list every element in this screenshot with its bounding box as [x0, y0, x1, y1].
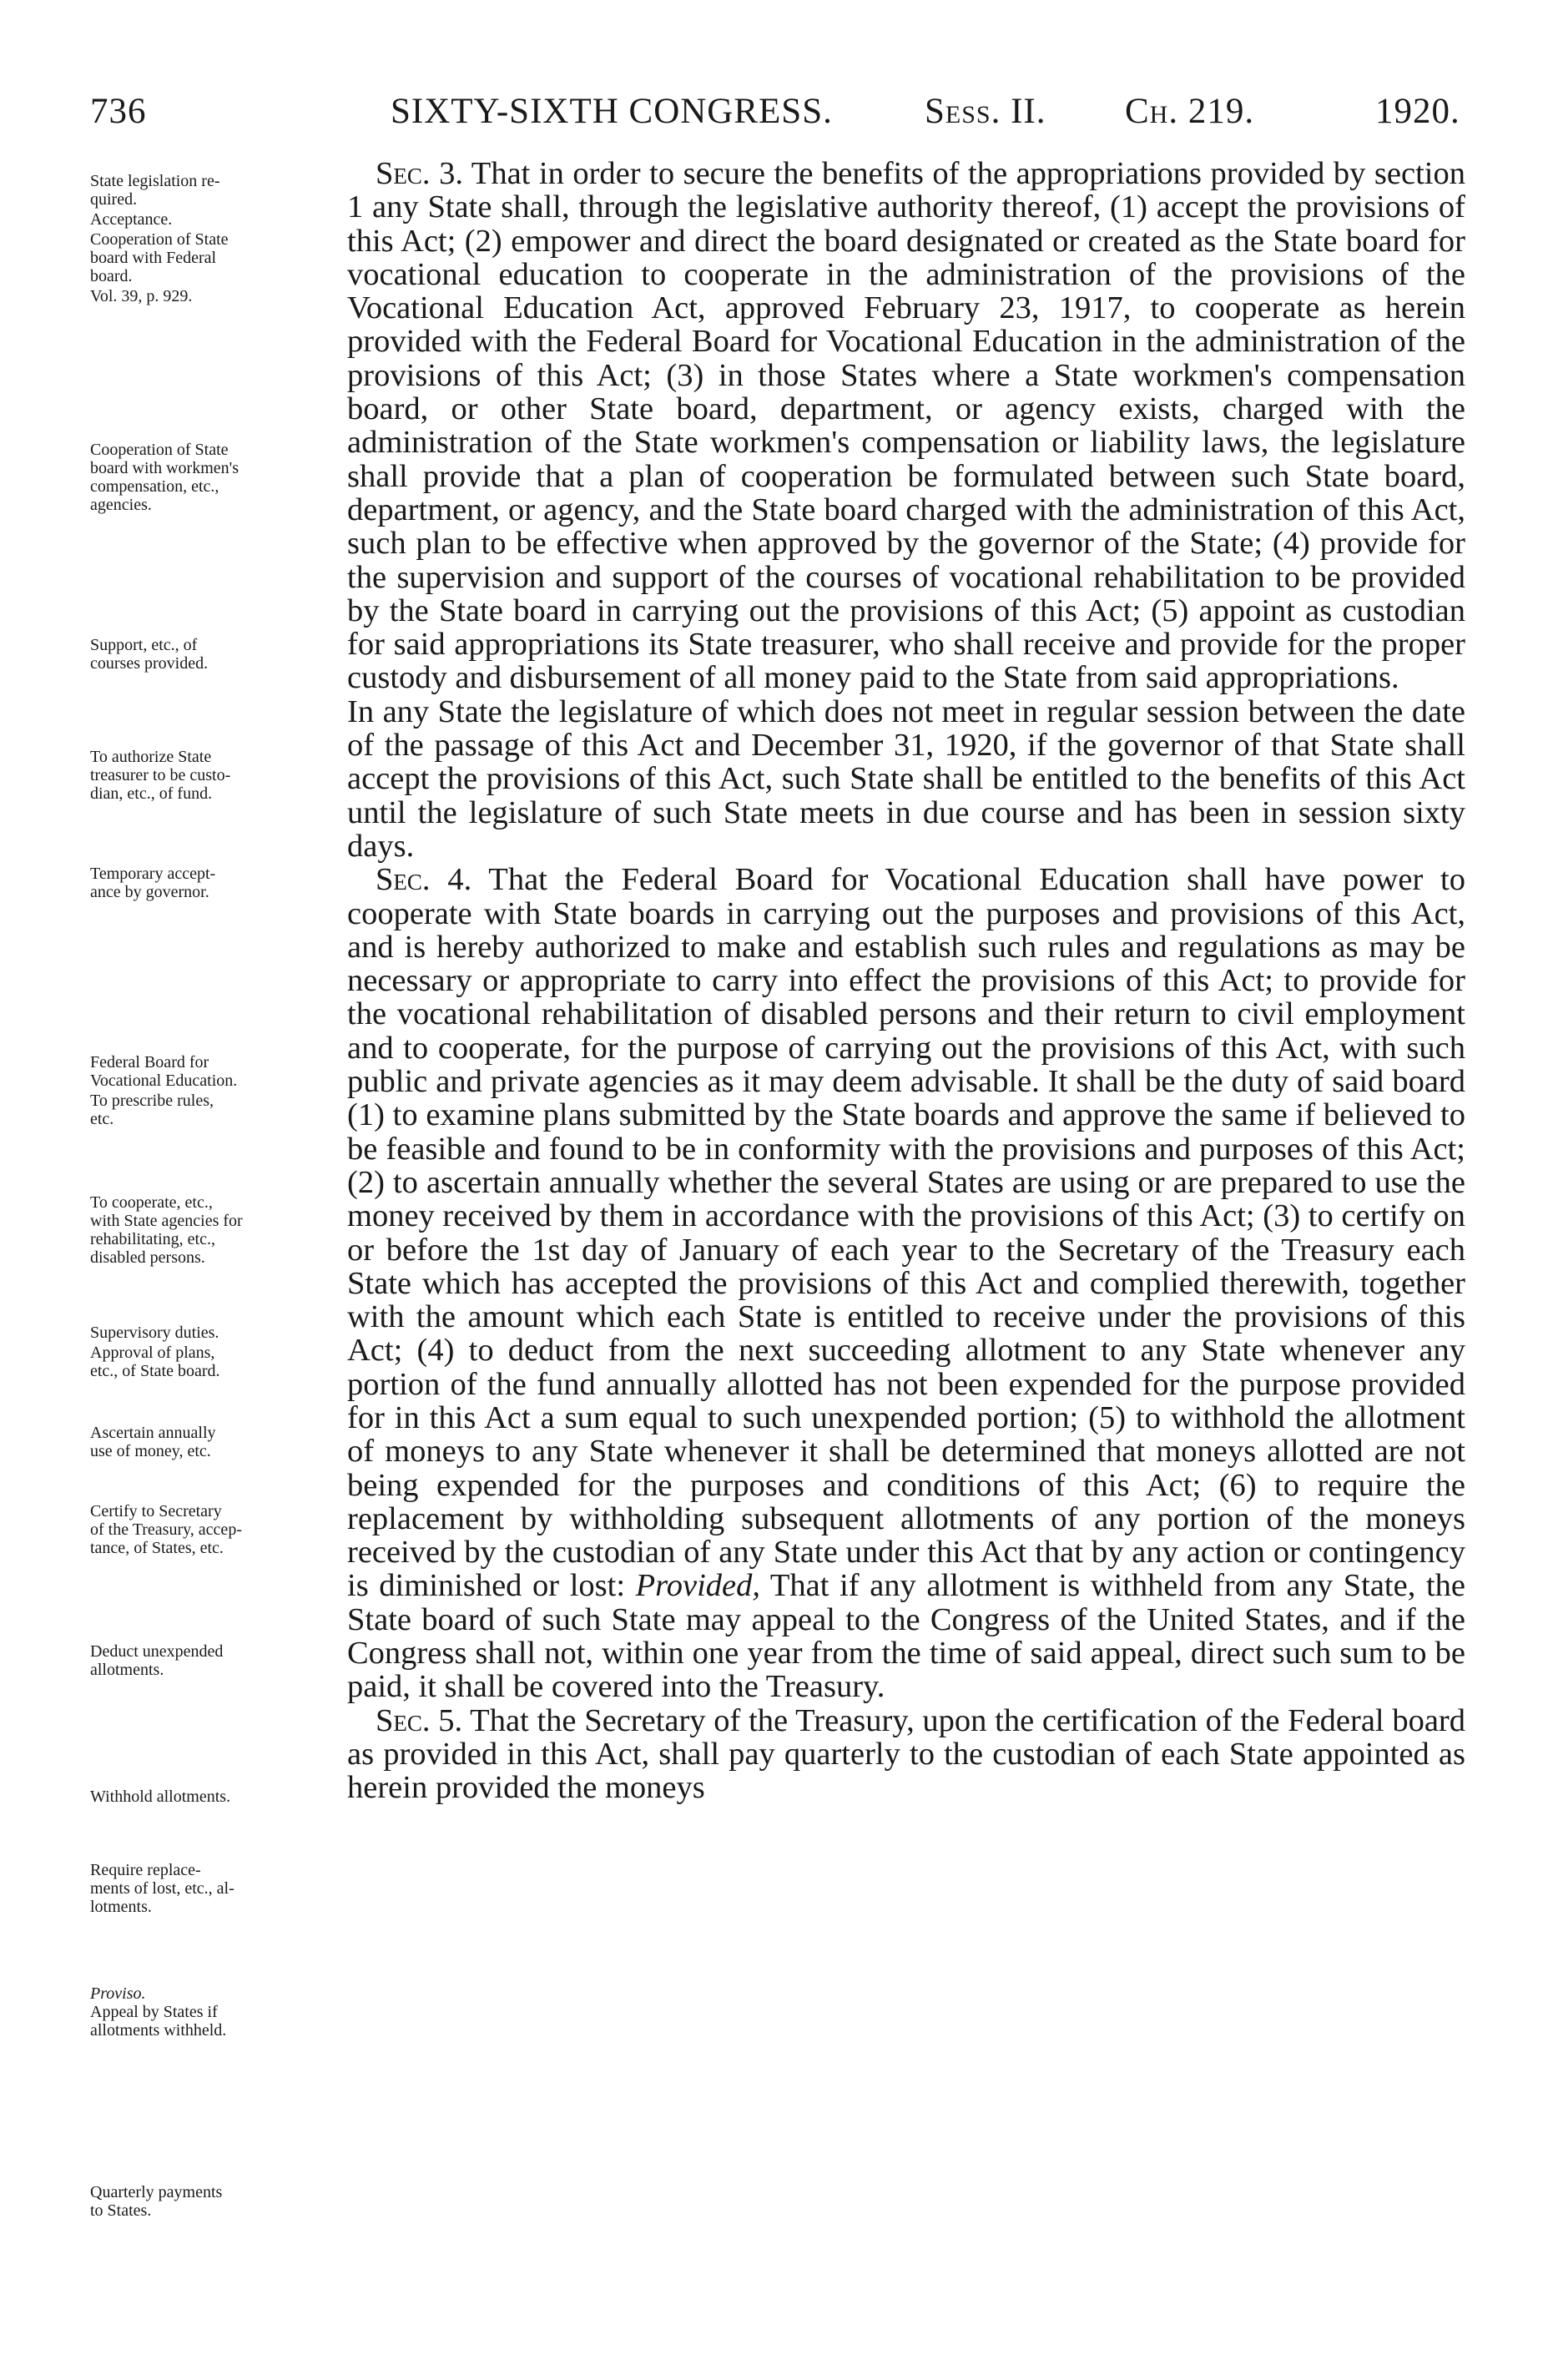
section-5	[347, 1704, 1465, 1805]
margin-note-line: Acceptance.	[90, 210, 173, 229]
section-3-paragraph-2	[347, 695, 1465, 863]
margin-note	[90, 230, 340, 285]
margin-note-line: allotments.	[90, 1661, 164, 1679]
margin-note	[90, 1642, 340, 1679]
margin-note	[90, 1193, 340, 1267]
margin-note-line: etc.	[90, 1110, 114, 1128]
section-text: That the Federal Board for Vocational Education shall have power to cooperate with State boards in carrying out the purposes and provisions of this Act, and is hereby authorized to make and establish such rules and regulations as may be necessary or appropriate to carry into effect the provisions of this Act; to provide for the vocational rehabilitation of disabled persons and their return to civil employment and to cooperate, for the purpose of carrying out the provisions of this Act, with such public and private agencies as it may deem advisable. It shall be the duty of said board (1) to examine plans submitted by the State boards and approve the same if believed to be feasible and found to be in conformity with the provisions and purposes of this Act; (2) to ascertain annually whether the several States are using or are prepared to use the money received by them in accordance with the provisions of this Act; (3) to certify on or before the 1st day of January of each year to the Secretary of the Treasury each State which has accepted the provisions of this Act and complied therewith, together with the amount which each State is entitled to receive under the provisions of this Act; (4) to deduct from the next succeeding allotment to any State whenever any portion of the fund annually allotted has not been expended for the purpose provided for in this Act a sum equal to such unexpended portion; (5) to withhold the allotment of moneys to any State whenever it shall be determined that moneys allotted are not being expended for the purposes and conditions of this Act; (6) to require the replacement by withholding subsequent allotments of any portion of the moneys received by the custodian of any State under this Act that by any action or contingency is diminished or lost:	[347, 862, 1465, 1604]
section-label: Sec. 5.	[376, 1702, 463, 1738]
margin-note-line: ance by governor.	[90, 883, 209, 901]
margin-note	[90, 1424, 340, 1460]
margin-note-line: Appeal by States if	[90, 2003, 218, 2021]
margin-note-line: Supervisory duties.	[90, 1324, 219, 1342]
margin-note-line: etc., of State board.	[90, 1362, 220, 1380]
margin-note-line: agencies.	[90, 496, 152, 514]
margin-note	[90, 172, 340, 209]
margin-note	[90, 1502, 340, 1557]
margin-note	[90, 2003, 340, 2040]
margin-note-line: use of money, etc.	[90, 1442, 211, 1460]
margin-note-line: treasurer to be custo-	[90, 766, 231, 784]
body-text	[347, 157, 1465, 1805]
margin-note-line: compensation, etc.,	[90, 477, 219, 496]
section-text: That in order to secure the benefits of the appropriations provided by section 1 any State shall, through the legislative authority thereof, (1) accept the provisions of this Act; (2) empower and direct the board designated or created as the State board for vocational education to cooperate in the administration of the provisions of the Vocational Education Act, approved February 23, 1917, to cooperate as herein provided with the Federal Board for Vocational Education in the administration of the provisions of this Act; (3) in those States where a State workmen's compensation board, or other State board, department, or agency exists, charged with the administration of the State workmen's compensation or liability laws, the legislature shall provide that a plan of cooperation be formulated between such State board, department, or agency, and the State board charged with the administration of this Act, such plan to be effective when approved by the governor of the State; (4) provide for the supervision and support of the courses of vocational rehabilitation to be provided by the State board in carrying out the provisions of this Act; (5) appoint as custodian for said appropriations its State treasurer, who shall receive and provide for the proper custody and disbursement of all money paid to the State from said appropriations.	[347, 156, 1465, 696]
margin-note-line: Withhold allotments.	[90, 1788, 231, 1806]
margin-note-line: Vol. 39, p. 929.	[90, 287, 193, 305]
margin-note-line: allotments withheld.	[90, 2021, 227, 2040]
running-header	[90, 87, 1463, 137]
margin-note	[90, 1788, 340, 1806]
margin-note-line: board with workmen's	[90, 459, 240, 477]
margin-note	[90, 2183, 340, 2220]
header-chapter: Ch. 219.	[1125, 92, 1255, 131]
section-text: That the Secretary of the Treasury, upon the certification of the Federal board as provided in this Act, shall pay quarterly to the custodian of each State appointed as herein provided the moneys	[347, 1702, 1465, 1806]
margin-note	[90, 441, 340, 514]
margin-note-line: Approval of plans,	[90, 1344, 215, 1362]
margin-note-line: Certify to Secretary	[90, 1502, 222, 1520]
margin-note-line: courses provided.	[90, 654, 209, 673]
margin-note	[90, 1861, 340, 1916]
margin-note-line: lotments.	[90, 1898, 152, 1916]
margin-note-line: Proviso.	[90, 1984, 146, 2003]
header-year: 1920.	[1375, 92, 1460, 131]
section-label: Sec. 3.	[376, 156, 463, 191]
margin-note-line: board.	[90, 267, 133, 285]
margin-note-line: Cooperation of State	[90, 441, 229, 459]
margin-note	[90, 1344, 340, 1380]
margin-note	[90, 287, 340, 305]
page-number: 736	[90, 92, 147, 131]
margin-note	[90, 1092, 340, 1128]
margin-note-line: Deduct unexpended	[90, 1642, 224, 1661]
margin-note-line: To prescribe rules,	[90, 1092, 214, 1110]
margin-note-line: Temporary accept-	[90, 865, 216, 883]
margin-note	[90, 1324, 340, 1342]
proviso-word: Provided,	[635, 1568, 760, 1604]
margin-note	[90, 748, 340, 803]
section-text: In any State the legislature of which does not meet in regular session between the date of the passage of this Act and December 31, 1920, if the governor of that State shall accept the provisions of this Act, such State shall be entitled to the benefits of this Act until the legislature of such State meets in due course and has been in session sixty days.	[347, 693, 1465, 864]
margin-note-line: State legislation re-	[90, 172, 220, 190]
section-3	[347, 157, 1465, 695]
margin-note-line: Ascertain annually	[90, 1424, 216, 1442]
margin-note-line: Require replace-	[90, 1861, 201, 1879]
margin-note-line: quired.	[90, 190, 138, 209]
margin-note-line: Vocational Education.	[90, 1072, 238, 1090]
margin-note	[90, 636, 340, 673]
section-4	[347, 863, 1465, 1703]
margin-note-line: board with Federal	[90, 249, 217, 267]
margin-note-line: tance, of States, etc.	[90, 1539, 224, 1557]
margin-note-line: with State agencies for	[90, 1212, 243, 1230]
margin-note-line: Cooperation of State	[90, 230, 229, 249]
margin-note-line: Support, etc., of	[90, 636, 198, 654]
section-label: Sec. 4.	[376, 862, 472, 898]
header-session: Sess. II.	[925, 92, 1046, 131]
margin-note	[90, 865, 340, 901]
margin-note-line: Quarterly payments	[90, 2183, 223, 2201]
header-title: SIXTY-SIXTH CONGRESS.	[391, 92, 833, 131]
margin-note	[90, 210, 340, 229]
margin-note-line: of the Treasury, accep-	[90, 1520, 242, 1539]
margin-note-line: to States.	[90, 2201, 152, 2220]
margin-note-line: rehabilitating, etc.,	[90, 1230, 215, 1248]
margin-note-line: disabled persons.	[90, 1248, 205, 1267]
margin-note-line: ments of lost, etc., al-	[90, 1879, 234, 1898]
margin-note-line: Federal Board for	[90, 1053, 209, 1072]
margin-note	[90, 1984, 340, 2003]
margin-note	[90, 1053, 340, 1090]
margin-note-line: To authorize State	[90, 748, 212, 766]
margin-note-line: To cooperate, etc.,	[90, 1193, 213, 1212]
margin-note-line: dian, etc., of fund.	[90, 784, 213, 803]
section-text: That if any allotment is withheld from any State, the State board of such State may appeal to the Congress of the United States, and if the Congress shall not, within one year from the time of said appeal, direct such sum to be paid, it shall be covered into the Treasury.	[347, 1568, 1465, 1705]
